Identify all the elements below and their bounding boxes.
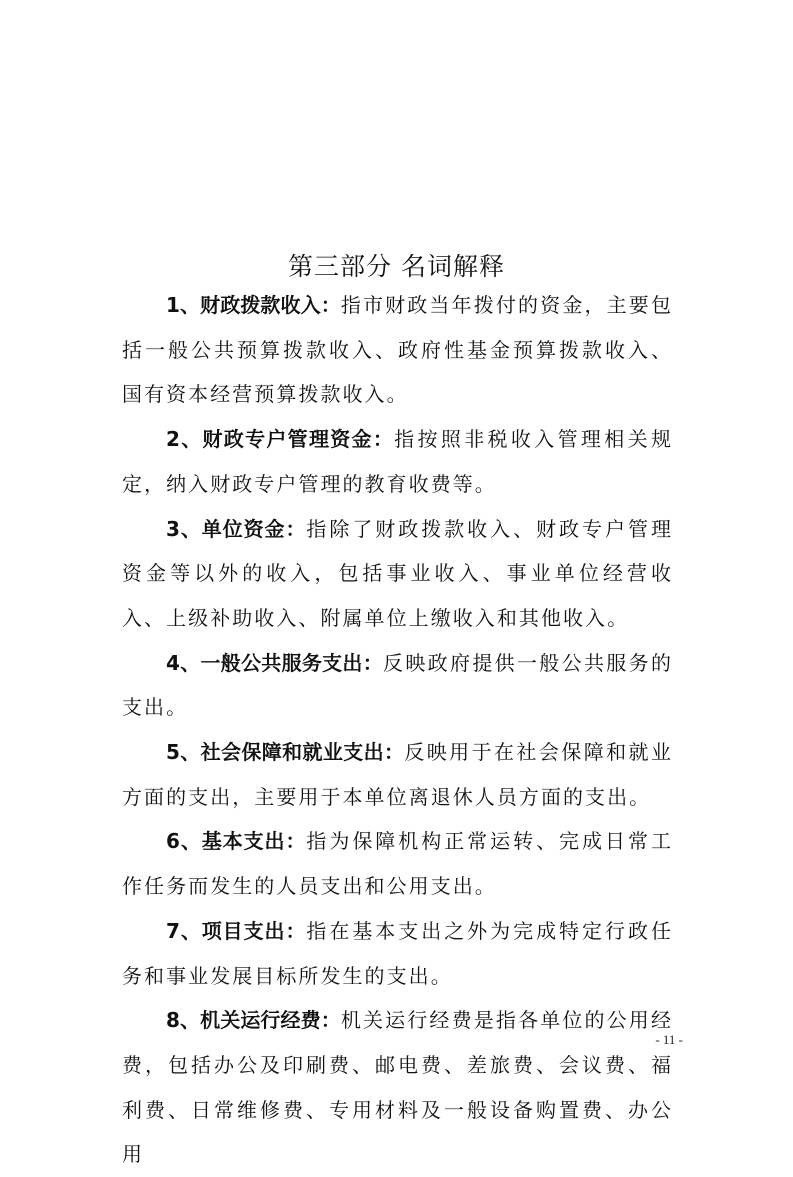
definition-term: 7、项目支出： (166, 918, 307, 943)
definition-text: 指除了财政拨款收入、财政专户管理资金等以外的收入，包括事业收入、事业单位经营收入、上级补助收入、附属单位上缴收入和其他收入。 (122, 516, 673, 630)
definition-item (122, 909, 673, 998)
definition-item (122, 283, 673, 417)
definition-text: 机关运行经费是指各单位的公用经费，包括办公及印刷费、邮电费、差旅费、会议费、福利费、日常维修费、专用材料及一般设备购置费、办公用 (122, 1008, 673, 1167)
definition-text: 反映政府提供一般公共服务的支出。 (122, 650, 674, 720)
definition-term: 2、财政专户管理资金： (166, 427, 395, 452)
definition-text: 指为保障机构正常运转、完成日常工作任务而发生的人员支出和公用支出。 (122, 829, 673, 899)
definition-term: 3、单位资金： (166, 516, 307, 541)
page-title: 第三部分 名词解释 (288, 252, 505, 281)
definition-term: 4、一般公共服务支出： (166, 650, 383, 675)
definitions-list (122, 283, 673, 1177)
definition-text: 指在基本支出之外为完成特定行政任务和事业发展目标所发生的支出。 (122, 918, 673, 988)
definition-text: 指按照非税收入管理相关规定，纳入财政专户管理的教育收费等。 (122, 427, 673, 496)
definition-item (122, 417, 673, 506)
definition-text: 指市财政当年拨付的资金，主要包括一般公共预算拨款收入、政府性基金预算拨款收入、国有资本经营预算拨款收入。 (122, 293, 673, 407)
definition-term: 1、财政拨款收入： (166, 293, 341, 317)
definition-term: 5、社会保障和就业支出： (166, 740, 405, 765)
definition-term: 8、机关运行经费： (166, 1008, 341, 1033)
definition-item (122, 819, 673, 908)
definition-item (122, 998, 673, 1177)
definition-term: 6、基本支出： (166, 829, 307, 854)
page-number: - 11 - (655, 1032, 683, 1047)
definition-text: 反映用于在社会保障和就业方面的支出，主要用于本单位离退休人员方面的支出。 (122, 740, 673, 809)
definition-item (122, 641, 673, 730)
definition-item (122, 507, 673, 641)
definition-item (122, 730, 673, 819)
